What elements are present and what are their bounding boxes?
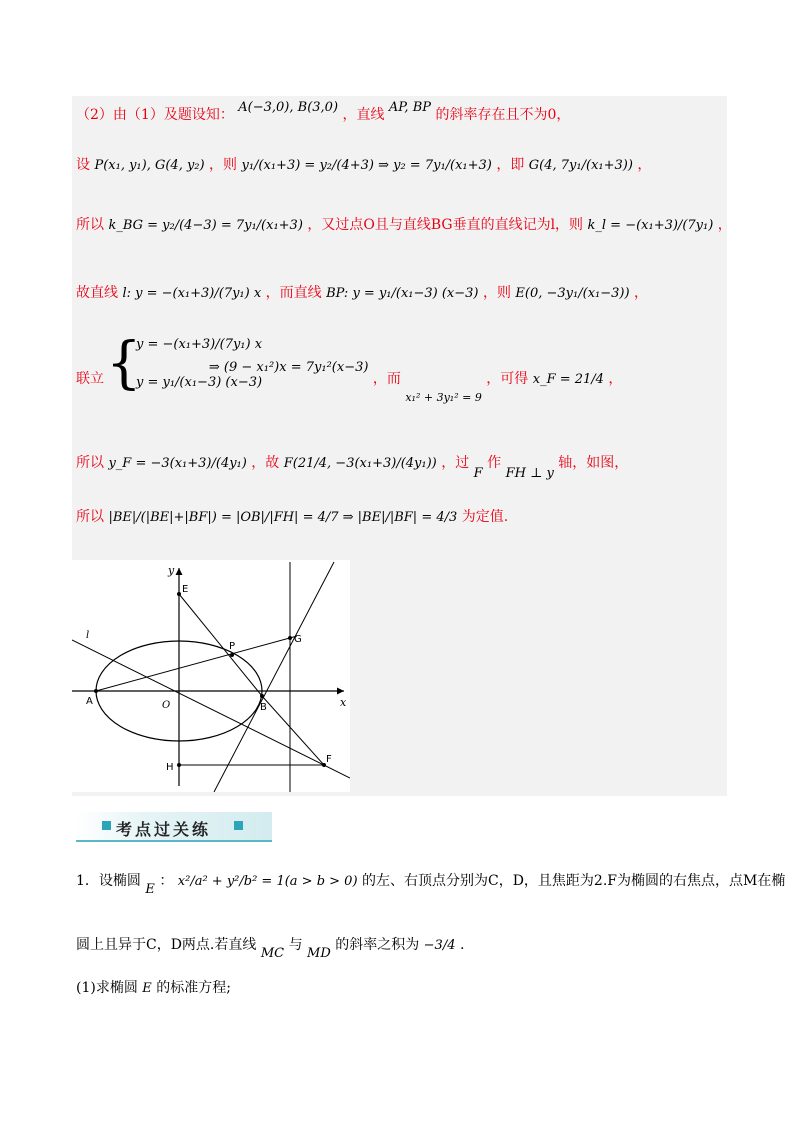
q2-value: −3/4 bbox=[423, 938, 456, 953]
line2-suffix: ， bbox=[637, 157, 652, 173]
label-a: A bbox=[86, 696, 93, 707]
line7-prefix: 所以 bbox=[76, 509, 104, 525]
point-g bbox=[288, 636, 292, 640]
line6-prefix: 所以 bbox=[76, 455, 104, 471]
q3-e: E bbox=[142, 981, 152, 996]
line3-k-bg: k_BG = y₂/(4−3) = 7y₁/(x₁+3) bbox=[108, 218, 303, 233]
point-b bbox=[260, 694, 264, 698]
system-brace: { bbox=[106, 331, 142, 396]
line6-fh: FH ⊥ y bbox=[505, 466, 554, 481]
question-line-3 bbox=[76, 977, 231, 997]
square-bullet-icon bbox=[102, 821, 111, 830]
line5-mid2: ，可得 bbox=[486, 371, 529, 387]
line6-suffix: 轴，如图， bbox=[558, 455, 629, 471]
q2-mc: MC bbox=[260, 946, 285, 961]
line6-mid3: 作 bbox=[487, 455, 502, 471]
line4-prefix: 故直线 bbox=[76, 285, 118, 301]
line2-g-point: G(4, 7y₁/(x₁+3)) bbox=[528, 158, 633, 173]
label-f: F bbox=[326, 754, 332, 765]
line1-lines: AP, BP bbox=[388, 100, 431, 115]
figure-svg bbox=[72, 560, 350, 792]
line2-points: P(x₁, y₁), G(4, y₂) bbox=[94, 158, 205, 173]
line3-prefix: 所以 bbox=[76, 217, 104, 233]
line5-prefix: 联立 bbox=[76, 371, 104, 387]
label-o: O bbox=[162, 700, 171, 711]
line4-mid1: ，而直线 bbox=[265, 285, 322, 301]
label-y: y bbox=[168, 564, 175, 577]
question-line-1 bbox=[76, 870, 786, 897]
line5-cond: x₁² + 3y₁² = 9 bbox=[405, 391, 482, 404]
line4-e-point: E(0, −3y₁/(x₁−3)) bbox=[515, 286, 630, 301]
line5-result: ⇒ (9 − x₁²)x = 7y₁²(x−3) bbox=[208, 360, 369, 375]
solution-line-7 bbox=[76, 510, 508, 524]
line4-mid2: ，则 bbox=[482, 285, 511, 301]
q3-rest: 的标准方程; bbox=[156, 980, 231, 996]
line6-f: F bbox=[473, 466, 483, 481]
solution-line-4 bbox=[76, 286, 648, 300]
line-bg bbox=[214, 562, 334, 792]
q2-rest: 的斜率之积为 bbox=[335, 937, 420, 953]
solution-line-2 bbox=[76, 158, 651, 172]
section-title: 考点过关练 bbox=[116, 820, 212, 839]
line7-suffix: 为定值. bbox=[461, 509, 509, 525]
q2-md: MD bbox=[307, 946, 331, 961]
ellipse-figure bbox=[72, 560, 350, 792]
line2-ratio: y₁/(x₁+3) = y₂/(4+3) ⇒ y₂ = 7y₁/(x₁+3) bbox=[241, 158, 492, 173]
system-eq-1: y = −(x₁+3)/(7y₁) x bbox=[136, 337, 263, 352]
q1-number: 1．设椭圆 bbox=[76, 873, 141, 889]
line-ap bbox=[96, 636, 297, 691]
label-h: H bbox=[166, 762, 174, 773]
square-bullet-icon bbox=[234, 821, 243, 830]
section-header-underline bbox=[76, 840, 272, 842]
line1-suffix: 的斜率存在且不为0， bbox=[435, 107, 571, 123]
q1-e: E bbox=[145, 882, 155, 897]
point-p bbox=[230, 653, 234, 657]
solution-line-3 bbox=[76, 218, 732, 232]
q1-ellipse-eq: x²/a² + y²/b² = 1(a > b > 0) bbox=[177, 874, 358, 889]
line4-bp-eq: BP: y = y₁/(x₁−3) (x−3) bbox=[326, 286, 479, 301]
line3-suffix: ， bbox=[717, 217, 732, 233]
line6-yf: y_F = −3(x₁+3)/(4y₁) bbox=[108, 456, 247, 471]
line-l bbox=[72, 640, 350, 778]
line1-mid: ，直线 bbox=[342, 107, 385, 123]
q2-end: . bbox=[459, 937, 465, 953]
line7-expr: |BE|/(|BE|+|BF|) = |OB|/|FH| = 4/7 ⇒ |BE|/|BF| = 4/3 bbox=[108, 510, 458, 525]
q2-start: 圆上且异于C，D两点.若直线 bbox=[76, 937, 257, 953]
q3-text: (1)求椭圆 bbox=[76, 980, 138, 996]
line5-mid: ，而 bbox=[372, 371, 401, 387]
line-bf bbox=[262, 696, 324, 765]
solution-line-1 bbox=[76, 100, 571, 123]
line2-prefix: 设 bbox=[76, 157, 90, 173]
line6-mid1: ，故 bbox=[251, 455, 280, 471]
line-be bbox=[179, 594, 262, 696]
line1-points: A(−3,0), B(3,0) bbox=[238, 100, 339, 115]
line4-suffix: ， bbox=[634, 285, 648, 301]
point-a bbox=[94, 689, 98, 693]
question-line-2 bbox=[76, 934, 465, 961]
line5-xf: x_F = 21/4 bbox=[532, 372, 604, 387]
section-header bbox=[76, 812, 272, 842]
label-b: B bbox=[260, 702, 267, 713]
label-l: l bbox=[86, 630, 90, 641]
line2-then: ，则 bbox=[209, 157, 238, 173]
solution-line-6 bbox=[76, 455, 629, 481]
point-h bbox=[177, 763, 181, 767]
line5-suffix: ， bbox=[608, 371, 623, 387]
point-e bbox=[177, 592, 181, 596]
label-x: x bbox=[340, 696, 347, 709]
label-g: G bbox=[294, 634, 302, 645]
line3-mid: ，又过点O且与直线BG垂直的直线记为l，则 bbox=[307, 217, 584, 233]
label-e: E bbox=[182, 584, 189, 595]
q2-with: 与 bbox=[288, 937, 303, 953]
line2-mid: ，即 bbox=[496, 157, 525, 173]
label-p: P bbox=[229, 641, 236, 652]
line3-k-l: k_l = −(x₁+3)/(7y₁) bbox=[587, 218, 714, 233]
line1-prefix: （2）由（1）及题设知： bbox=[76, 107, 234, 123]
line6-f-point: F(21/4, −3(x₁+3)/(4y₁)) bbox=[283, 456, 437, 471]
q1-rest: 的左、右顶点分别为C，D，且焦距为2.F为椭圆的右焦点，点M在椭 bbox=[361, 873, 786, 889]
line4-l-eq: l: y = −(x₁+3)/(7y₁) x bbox=[122, 286, 262, 301]
solution-line-5 bbox=[76, 360, 623, 404]
line6-mid2: ，过 bbox=[441, 455, 470, 471]
system-eq-2: y = y₁/(x₁−3) (x−3) bbox=[136, 375, 263, 390]
q1-colon: ： bbox=[159, 873, 174, 889]
